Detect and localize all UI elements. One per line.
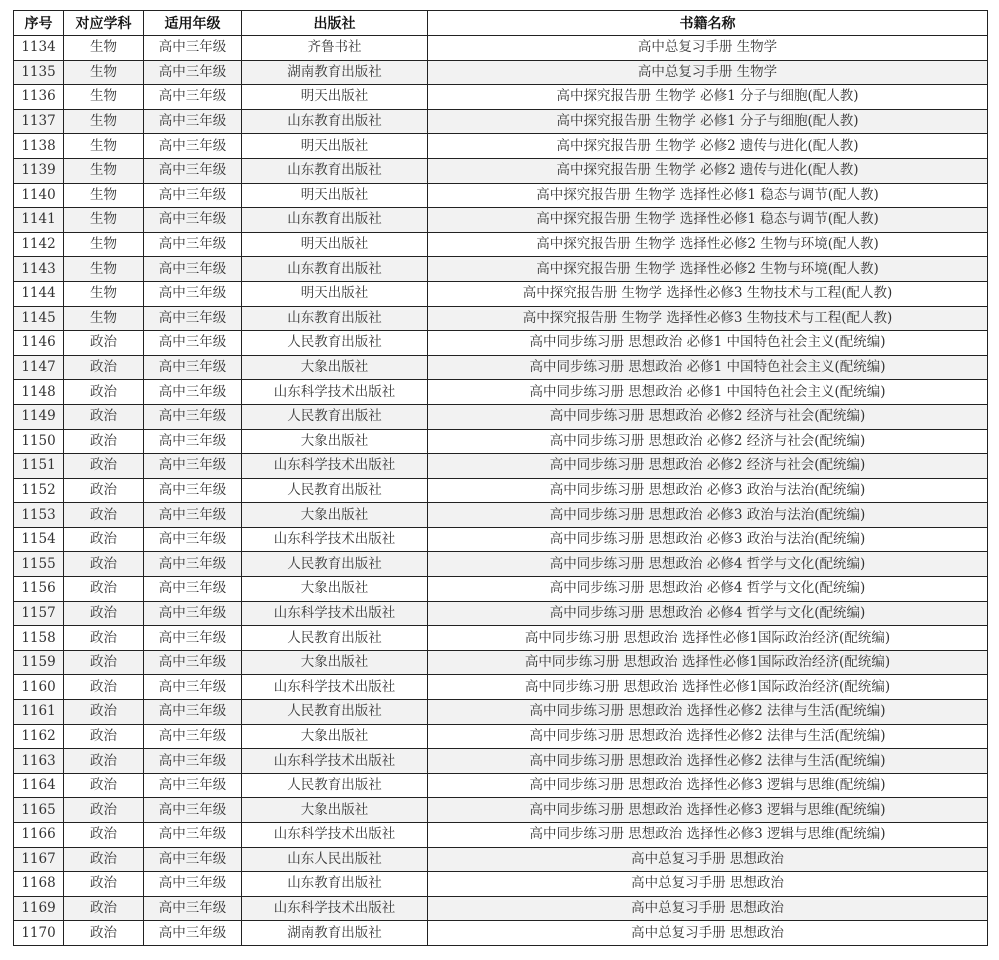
table-row <box>14 36 988 61</box>
cell-subject: 政治 <box>64 429 144 454</box>
header-row <box>14 11 988 36</box>
cell-publisher: 明天出版社 <box>242 232 428 257</box>
table-row <box>14 675 988 700</box>
cell-grade: 高中三年级 <box>144 921 242 946</box>
cell-subject: 政治 <box>64 355 144 380</box>
cell-book-title: 高中同步练习册 思想政治 必修2 经济与社会(配统编) <box>428 404 988 429</box>
cell-book-title: 高中同步练习册 思想政治 选择性必修2 法律与生活(配统编) <box>428 724 988 749</box>
cell-book-title: 高中总复习手册 思想政治 <box>428 872 988 897</box>
cell-grade: 高中三年级 <box>144 577 242 602</box>
cell-subject: 政治 <box>64 454 144 479</box>
cell-subject: 政治 <box>64 675 144 700</box>
header-book-title: 书籍名称 <box>428 11 988 36</box>
table-body <box>14 36 988 946</box>
cell-subject: 生物 <box>64 60 144 85</box>
cell-grade: 高中三年级 <box>144 724 242 749</box>
cell-publisher: 山东科学技术出版社 <box>242 601 428 626</box>
table-row <box>14 823 988 848</box>
cell-grade: 高中三年级 <box>144 700 242 725</box>
cell-book-title: 高中同步练习册 思想政治 必修4 哲学与文化(配统编) <box>428 577 988 602</box>
cell-subject: 政治 <box>64 773 144 798</box>
table-row <box>14 724 988 749</box>
table-row <box>14 380 988 405</box>
cell-publisher: 明天出版社 <box>242 134 428 159</box>
cell-grade: 高中三年级 <box>144 749 242 774</box>
cell-index: 1148 <box>14 380 64 405</box>
cell-grade: 高中三年级 <box>144 896 242 921</box>
cell-book-title: 高中总复习手册 生物学 <box>428 60 988 85</box>
cell-book-title: 高中同步练习册 思想政治 必修1 中国特色社会主义(配统编) <box>428 355 988 380</box>
cell-publisher: 明天出版社 <box>242 183 428 208</box>
cell-grade: 高中三年级 <box>144 601 242 626</box>
cell-book-title: 高中探究报告册 生物学 选择性必修3 生物技术与工程(配人教) <box>428 281 988 306</box>
cell-book-title: 高中探究报告册 生物学 必修2 遗传与进化(配人教) <box>428 134 988 159</box>
cell-grade: 高中三年级 <box>144 134 242 159</box>
cell-book-title: 高中探究报告册 生物学 必修1 分子与细胞(配人教) <box>428 109 988 134</box>
cell-index: 1152 <box>14 478 64 503</box>
cell-book-title: 高中探究报告册 生物学 选择性必修1 稳态与调节(配人教) <box>428 208 988 233</box>
cell-index: 1139 <box>14 158 64 183</box>
cell-book-title: 高中同步练习册 思想政治 必修3 政治与法治(配统编) <box>428 503 988 528</box>
cell-index: 1163 <box>14 749 64 774</box>
table-row <box>14 896 988 921</box>
cell-book-title: 高中同步练习册 思想政治 必修3 政治与法治(配统编) <box>428 527 988 552</box>
cell-grade: 高中三年级 <box>144 85 242 110</box>
cell-book-title: 高中同步练习册 思想政治 必修2 经济与社会(配统编) <box>428 454 988 479</box>
cell-subject: 政治 <box>64 626 144 651</box>
cell-index: 1166 <box>14 823 64 848</box>
table-row <box>14 921 988 946</box>
cell-grade: 高中三年级 <box>144 60 242 85</box>
cell-index: 1145 <box>14 306 64 331</box>
table-row <box>14 552 988 577</box>
cell-grade: 高中三年级 <box>144 823 242 848</box>
cell-grade: 高中三年级 <box>144 257 242 282</box>
cell-book-title: 高中同步练习册 思想政治 选择性必修2 法律与生活(配统编) <box>428 700 988 725</box>
cell-index: 1150 <box>14 429 64 454</box>
cell-subject: 生物 <box>64 306 144 331</box>
cell-subject: 政治 <box>64 650 144 675</box>
cell-publisher: 大象出版社 <box>242 355 428 380</box>
cell-subject: 政治 <box>64 847 144 872</box>
cell-grade: 高中三年级 <box>144 109 242 134</box>
table-row <box>14 798 988 823</box>
table-row <box>14 454 988 479</box>
cell-book-title: 高中探究报告册 生物学 必修2 遗传与进化(配人教) <box>428 158 988 183</box>
table-row <box>14 847 988 872</box>
cell-index: 1137 <box>14 109 64 134</box>
cell-book-title: 高中总复习手册 生物学 <box>428 36 988 61</box>
table-row <box>14 331 988 356</box>
header-publisher: 出版社 <box>242 11 428 36</box>
cell-book-title: 高中同步练习册 思想政治 选择性必修3 逻辑与思维(配统编) <box>428 823 988 848</box>
cell-grade: 高中三年级 <box>144 355 242 380</box>
table-row <box>14 773 988 798</box>
header-subject: 对应学科 <box>64 11 144 36</box>
cell-book-title: 高中探究报告册 生物学 选择性必修3 生物技术与工程(配人教) <box>428 306 988 331</box>
cell-index: 1154 <box>14 527 64 552</box>
cell-grade: 高中三年级 <box>144 847 242 872</box>
cell-grade: 高中三年级 <box>144 158 242 183</box>
cell-subject: 政治 <box>64 552 144 577</box>
cell-publisher: 齐鲁书社 <box>242 36 428 61</box>
table-row <box>14 60 988 85</box>
cell-grade: 高中三年级 <box>144 208 242 233</box>
cell-subject: 政治 <box>64 331 144 356</box>
cell-book-title: 高中探究报告册 生物学 选择性必修2 生物与环境(配人教) <box>428 257 988 282</box>
cell-book-title: 高中同步练习册 思想政治 选择性必修1国际政治经济(配统编) <box>428 626 988 651</box>
cell-index: 1156 <box>14 577 64 602</box>
cell-index: 1141 <box>14 208 64 233</box>
cell-subject: 生物 <box>64 158 144 183</box>
cell-subject: 政治 <box>64 577 144 602</box>
cell-grade: 高中三年级 <box>144 872 242 897</box>
cell-index: 1168 <box>14 872 64 897</box>
cell-publisher: 山东科学技术出版社 <box>242 454 428 479</box>
cell-grade: 高中三年级 <box>144 773 242 798</box>
cell-subject: 生物 <box>64 281 144 306</box>
table-row <box>14 355 988 380</box>
cell-index: 1153 <box>14 503 64 528</box>
cell-grade: 高中三年级 <box>144 527 242 552</box>
cell-index: 1134 <box>14 36 64 61</box>
cell-subject: 政治 <box>64 749 144 774</box>
cell-book-title: 高中探究报告册 生物学 选择性必修2 生物与环境(配人教) <box>428 232 988 257</box>
cell-publisher: 人民教育出版社 <box>242 700 428 725</box>
cell-grade: 高中三年级 <box>144 36 242 61</box>
table-row <box>14 257 988 282</box>
table-row <box>14 158 988 183</box>
cell-book-title: 高中同步练习册 思想政治 选择性必修1国际政治经济(配统编) <box>428 650 988 675</box>
cell-publisher: 大象出版社 <box>242 650 428 675</box>
cell-index: 1143 <box>14 257 64 282</box>
cell-book-title: 高中同步练习册 思想政治 选择性必修3 逻辑与思维(配统编) <box>428 773 988 798</box>
cell-index: 1138 <box>14 134 64 159</box>
cell-book-title: 高中同步练习册 思想政治 必修4 哲学与文化(配统编) <box>428 601 988 626</box>
cell-publisher: 山东教育出版社 <box>242 257 428 282</box>
cell-publisher: 山东教育出版社 <box>242 306 428 331</box>
cell-subject: 政治 <box>64 478 144 503</box>
cell-subject: 政治 <box>64 872 144 897</box>
cell-subject: 政治 <box>64 823 144 848</box>
table-row <box>14 208 988 233</box>
table-row <box>14 577 988 602</box>
cell-publisher: 山东科学技术出版社 <box>242 675 428 700</box>
cell-subject: 生物 <box>64 257 144 282</box>
table-row <box>14 872 988 897</box>
table-row <box>14 601 988 626</box>
cell-subject: 生物 <box>64 85 144 110</box>
cell-subject: 政治 <box>64 404 144 429</box>
cell-index: 1157 <box>14 601 64 626</box>
cell-publisher: 人民教育出版社 <box>242 626 428 651</box>
cell-book-title: 高中总复习手册 思想政治 <box>428 921 988 946</box>
cell-publisher: 人民教育出版社 <box>242 552 428 577</box>
cell-grade: 高中三年级 <box>144 454 242 479</box>
table-header <box>14 11 988 36</box>
cell-book-title: 高中同步练习册 思想政治 选择性必修1国际政治经济(配统编) <box>428 675 988 700</box>
cell-publisher: 大象出版社 <box>242 577 428 602</box>
cell-subject: 生物 <box>64 134 144 159</box>
cell-subject: 生物 <box>64 36 144 61</box>
cell-grade: 高中三年级 <box>144 675 242 700</box>
cell-subject: 政治 <box>64 601 144 626</box>
header-grade: 适用年级 <box>144 11 242 36</box>
cell-publisher: 山东人民出版社 <box>242 847 428 872</box>
table-row <box>14 626 988 651</box>
cell-index: 1160 <box>14 675 64 700</box>
cell-grade: 高中三年级 <box>144 503 242 528</box>
cell-grade: 高中三年级 <box>144 626 242 651</box>
cell-index: 1149 <box>14 404 64 429</box>
cell-subject: 政治 <box>64 527 144 552</box>
table-row <box>14 700 988 725</box>
cell-index: 1165 <box>14 798 64 823</box>
cell-publisher: 山东科学技术出版社 <box>242 823 428 848</box>
cell-publisher: 山东教育出版社 <box>242 208 428 233</box>
table-row <box>14 183 988 208</box>
cell-book-title: 高中探究报告册 生物学 选择性必修1 稳态与调节(配人教) <box>428 183 988 208</box>
cell-publisher: 山东科学技术出版社 <box>242 380 428 405</box>
cell-grade: 高中三年级 <box>144 478 242 503</box>
cell-book-title: 高中同步练习册 思想政治 选择性必修3 逻辑与思维(配统编) <box>428 798 988 823</box>
cell-publisher: 明天出版社 <box>242 85 428 110</box>
cell-book-title: 高中同步练习册 思想政治 必修2 经济与社会(配统编) <box>428 429 988 454</box>
cell-subject: 生物 <box>64 232 144 257</box>
cell-grade: 高中三年级 <box>144 281 242 306</box>
cell-book-title: 高中同步练习册 思想政治 必修1 中国特色社会主义(配统编) <box>428 380 988 405</box>
cell-book-title: 高中总复习手册 思想政治 <box>428 847 988 872</box>
cell-grade: 高中三年级 <box>144 798 242 823</box>
cell-publisher: 山东科学技术出版社 <box>242 749 428 774</box>
table-row <box>14 503 988 528</box>
cell-publisher: 大象出版社 <box>242 798 428 823</box>
table-row <box>14 232 988 257</box>
table-row <box>14 478 988 503</box>
cell-index: 1142 <box>14 232 64 257</box>
cell-index: 1167 <box>14 847 64 872</box>
cell-publisher: 人民教育出版社 <box>242 478 428 503</box>
cell-publisher: 湖南教育出版社 <box>242 60 428 85</box>
cell-publisher: 山东教育出版社 <box>242 158 428 183</box>
book-list-table <box>13 10 988 946</box>
cell-index: 1169 <box>14 896 64 921</box>
cell-publisher: 大象出版社 <box>242 429 428 454</box>
cell-book-title: 高中同步练习册 思想政治 必修4 哲学与文化(配统编) <box>428 552 988 577</box>
cell-publisher: 人民教育出版社 <box>242 773 428 798</box>
cell-index: 1146 <box>14 331 64 356</box>
cell-publisher: 大象出版社 <box>242 503 428 528</box>
cell-subject: 政治 <box>64 724 144 749</box>
cell-grade: 高中三年级 <box>144 306 242 331</box>
table-row <box>14 134 988 159</box>
cell-grade: 高中三年级 <box>144 429 242 454</box>
table-row <box>14 281 988 306</box>
cell-publisher: 山东科学技术出版社 <box>242 896 428 921</box>
cell-book-title: 高中同步练习册 思想政治 必修3 政治与法治(配统编) <box>428 478 988 503</box>
table-row <box>14 749 988 774</box>
cell-publisher: 人民教育出版社 <box>242 404 428 429</box>
cell-index: 1136 <box>14 85 64 110</box>
cell-subject: 政治 <box>64 896 144 921</box>
cell-subject: 生物 <box>64 109 144 134</box>
cell-publisher: 山东科学技术出版社 <box>242 527 428 552</box>
cell-index: 1147 <box>14 355 64 380</box>
cell-index: 1144 <box>14 281 64 306</box>
cell-grade: 高中三年级 <box>144 183 242 208</box>
cell-index: 1135 <box>14 60 64 85</box>
cell-index: 1155 <box>14 552 64 577</box>
cell-book-title: 高中总复习手册 思想政治 <box>428 896 988 921</box>
cell-index: 1161 <box>14 700 64 725</box>
cell-index: 1162 <box>14 724 64 749</box>
table-row <box>14 109 988 134</box>
cell-grade: 高中三年级 <box>144 404 242 429</box>
table-row <box>14 85 988 110</box>
cell-publisher: 湖南教育出版社 <box>242 921 428 946</box>
cell-subject: 政治 <box>64 503 144 528</box>
cell-publisher: 大象出版社 <box>242 724 428 749</box>
cell-subject: 政治 <box>64 380 144 405</box>
cell-index: 1164 <box>14 773 64 798</box>
cell-subject: 生物 <box>64 208 144 233</box>
header-index: 序号 <box>14 11 64 36</box>
cell-subject: 政治 <box>64 798 144 823</box>
cell-grade: 高中三年级 <box>144 331 242 356</box>
cell-grade: 高中三年级 <box>144 380 242 405</box>
cell-publisher: 明天出版社 <box>242 281 428 306</box>
cell-grade: 高中三年级 <box>144 552 242 577</box>
cell-index: 1151 <box>14 454 64 479</box>
cell-subject: 政治 <box>64 921 144 946</box>
cell-index: 1159 <box>14 650 64 675</box>
cell-book-title: 高中同步练习册 思想政治 必修1 中国特色社会主义(配统编) <box>428 331 988 356</box>
cell-publisher: 山东教育出版社 <box>242 872 428 897</box>
table-row <box>14 429 988 454</box>
table-row <box>14 306 988 331</box>
cell-book-title: 高中探究报告册 生物学 必修1 分子与细胞(配人教) <box>428 85 988 110</box>
cell-index: 1140 <box>14 183 64 208</box>
cell-book-title: 高中同步练习册 思想政治 选择性必修2 法律与生活(配统编) <box>428 749 988 774</box>
cell-subject: 政治 <box>64 700 144 725</box>
table-row <box>14 404 988 429</box>
cell-subject: 生物 <box>64 183 144 208</box>
cell-index: 1170 <box>14 921 64 946</box>
cell-publisher: 人民教育出版社 <box>242 331 428 356</box>
cell-grade: 高中三年级 <box>144 232 242 257</box>
cell-grade: 高中三年级 <box>144 650 242 675</box>
cell-index: 1158 <box>14 626 64 651</box>
cell-publisher: 山东教育出版社 <box>242 109 428 134</box>
table-row <box>14 650 988 675</box>
table-row <box>14 527 988 552</box>
